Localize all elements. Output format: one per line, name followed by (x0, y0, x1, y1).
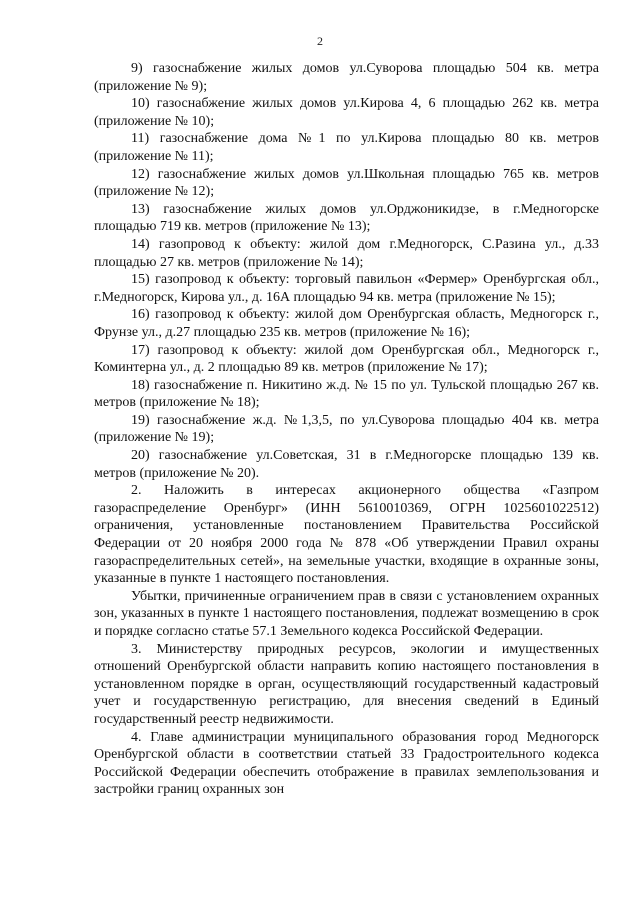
list-item-9: 9) газоснабжение жилых домов ул.Суворова площадью 504 кв. метра (приложение № 9); (94, 61, 599, 94)
document-body (94, 60, 599, 799)
list-item-14: 14) газопровод к объекту: жилой дом г.Медногорск, С.Разина ул., д.33 площадью 27 кв. метров (приложение № 14); (94, 236, 599, 270)
clause-2-restrictions: 2. Наложить в интересах акционерного общества «Газпром газораспределение Оренбург» (ИНН 5610010369, ОГРН 1025601022512) ограничения, установленные постановлением Правительства Российской Федерации от 20 ноября 2000 года № 878 «Об утверждении Правил охраны газораспределительных сетей», на земельные участки, входящие в охранные зоны, указанные в пункте 1 настоящего постановления. (94, 483, 599, 587)
clause-4-administration: 4. Главе администрации муниципального образования город Медногорск Оренбургской области в соответствии статьей 33 Градостроительного кодекса Российской Федерации обеспечить отображение в правилах землепользования и застройки границ охранных зон (94, 729, 599, 798)
list-item-12: 12) газоснабжение жилых домов ул.Школьная площадью 765 кв. метров (приложение № 12); (94, 166, 599, 200)
clause-3-ministry: 3. Министерству природных ресурсов, экологии и имущественных отношений Оренбургской области направить копию настоящего постановления в установленном порядке в орган, осуществляющий государственный кадастровый учет и государственную регистрацию, для внесения сведений в Единый государственный реестр недвижимости. (94, 641, 599, 727)
list-item-19: 19) газоснабжение ж.д. №1,3,5, по ул.Суворова площадью 404 кв. метра (приложение № 19); (94, 412, 599, 446)
clause-2-compensation: Убытки, причиненные ограничением прав в связи с установлением охранных зон, указанных в пункте 1 настоящего постановления, подлежат возмещению в срок и порядке согласно статье 57.1 Земельного кодекса Российской Федерации. (94, 588, 599, 639)
list-item-10: 10) газоснабжение жилых домов ул.Кирова 4, 6 площадью 262 кв. метра (приложение № 10); (94, 96, 599, 129)
list-item-16: 16) газопровод к объекту: жилой дом Оренбургская область, Медногорск г., Фрунзе ул., д.27 площадью 235 кв. метров (приложение № 16); (94, 307, 599, 340)
page-number: 2 (317, 34, 323, 48)
list-item-11: 11) газоснабжение дома №1 по ул.Кирова площадью 80 кв. метров (приложение № 11); (94, 131, 599, 164)
list-item-15: 15) газопровод к объекту: торговый павильон «Фермер» Оренбургская обл., г.Медногорск, Кирова ул., д. 16А площадью 94 кв. метра (приложение № 15); (94, 272, 599, 305)
list-item-17: 17) газопровод к объекту: жилой дом Оренбургская обл., Медногорск г., Коминтерна ул., д. 2 площадью 89 кв. метров (приложение № 17); (94, 342, 599, 376)
list-item-20: 20) газоснабжение ул.Советская, 31 в г.Медногорске площадью 139 кв. метров (приложение № 20). (94, 448, 599, 481)
list-item-13: 13) газоснабжение жилых домов ул.Орджоникидзе, в г.Медногорске площадью 719 кв. метров (приложение № 13); (94, 201, 599, 235)
list-item-18: 18) газоснабжение п. Никитино ж.д. № 15 по ул. Тульской площадью 267 кв. метров (приложение № 18); (94, 377, 599, 411)
